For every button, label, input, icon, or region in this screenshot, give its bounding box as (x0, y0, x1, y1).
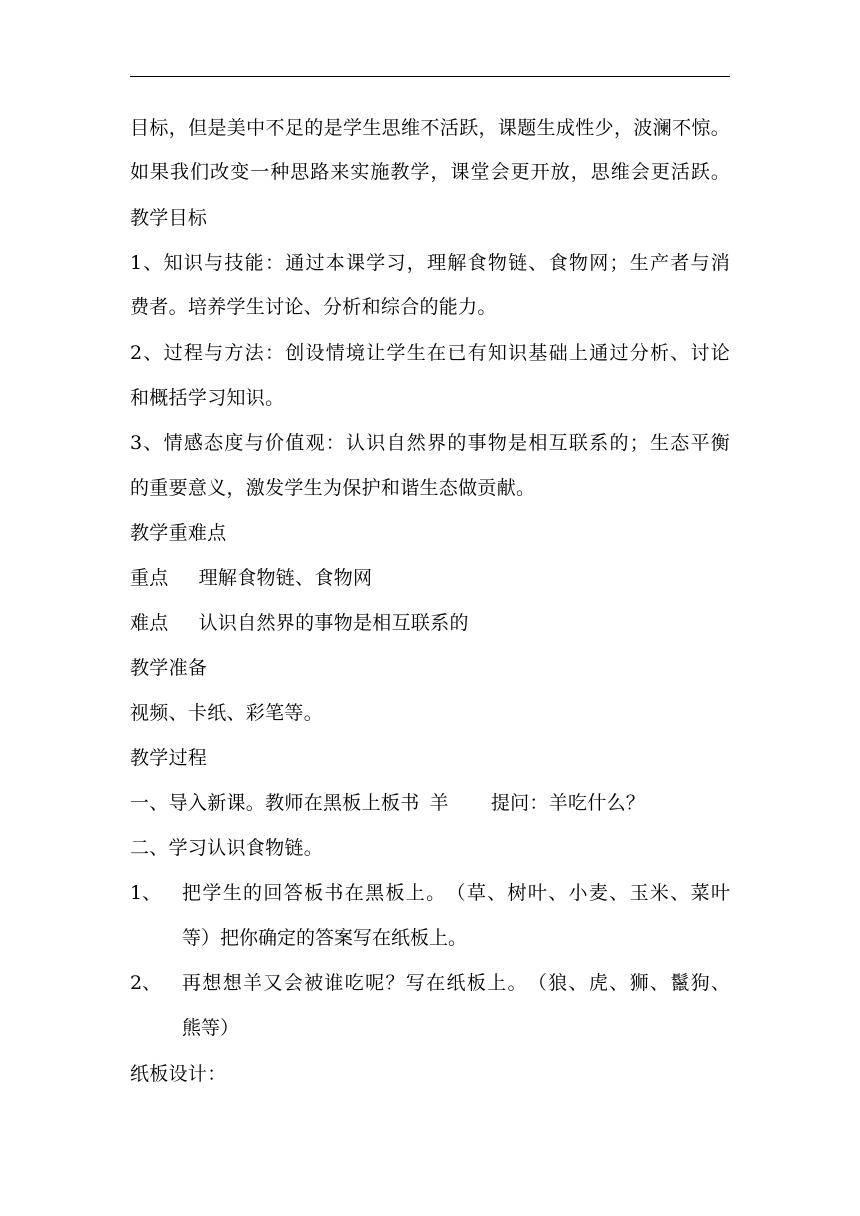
list-item-2-line-1: 再 想 想 羊 又 会 被 谁 吃 呢 ？ 写 在 纸 板 上 。 （ 狼 、 虎 、 狮 、 鬣 狗 、 (182, 972, 730, 994)
paragraph-line: 目 标 ， 但 是 美 中 不 足 的 是 学 生 思 维 不 活 跃 ， 课 题 生 成 性 少 ， 波 澜 不 惊 。 (130, 117, 730, 139)
list-item-1-line-2: 等）把你确定的答案写在纸板上。 (182, 927, 468, 949)
list-item-1-number: 1、 (130, 882, 162, 904)
heading-teaching-process: 教学过程 (130, 747, 208, 769)
heading-teaching-goals: 教学目标 (130, 207, 208, 229)
heading-key-points: 教学重难点 (130, 522, 227, 544)
goal-3-line-1: 3 、 情 感 态 度 与 价 值 观 ： 认 识 自 然 界 的 事 物 是 相 互 联 系 的 ； 生 态 平 衡 (130, 432, 730, 454)
goal-2-line-2: 和概括学习知识。 (130, 387, 285, 409)
header-rule (130, 76, 730, 77)
list-item-2-line-2: 熊等） (182, 1017, 240, 1039)
goal-3-line-2: 的重要意义，激发学生为保护和谐生态做贡献。 (130, 477, 536, 499)
goal-1-line-2: 费者。培养学生讨论、分析和综合的能力。 (130, 296, 497, 318)
prep-materials: 视频、卡纸、彩笔等。 (130, 702, 324, 724)
key-point-label: 重点 (130, 567, 169, 589)
heading-teaching-prep: 教学准备 (130, 657, 208, 679)
step-1-board-word: 羊 (429, 792, 449, 814)
step-1-row (130, 791, 645, 815)
goal-2-line-1: 2 、 过 程 与 方 法 ： 创 设 情 境 让 学 生 在 已 有 知 识 基 础 上 通 过 分 析 、 讨 论 (130, 342, 730, 364)
paragraph-line: 如 果 我 们 改 变 一 种 思 路 来 实 施 教 学 ， 课 堂 会 更 开 放 ， 思 维 会 更 活 跃 。 (130, 161, 730, 183)
key-point-text: 理解食物链、食物网 (198, 567, 373, 589)
key-point-row (130, 566, 372, 590)
step-1-question: 提问：羊吃什么？ (490, 792, 646, 814)
list-item-1-line-1: 把 学 生 的 回 答 板 书 在 黑 板 上 。 （ 草 、 树 叶 、 小 麦 、 玉 米 、 菜 叶 (182, 882, 730, 904)
list-item-2-number: 2、 (130, 972, 162, 994)
goal-1-line-1: 1 、 知 识 与 技 能 ： 通 过 本 课 学 习 ， 理 解 食 物 链 、 食 物 网 ； 生 产 者 与 消 (130, 252, 730, 274)
difficult-point-text: 认识自然界的事物是相互联系的 (198, 612, 469, 634)
difficult-point-row (130, 611, 469, 635)
step-1-text: 一、导入新课。教师在黑板上板书 (130, 792, 420, 814)
board-design-label: 纸板设计： (130, 1063, 227, 1085)
difficult-point-label: 难点 (130, 612, 169, 634)
step-2-heading: 二、学习认识食物链。 (130, 837, 324, 859)
